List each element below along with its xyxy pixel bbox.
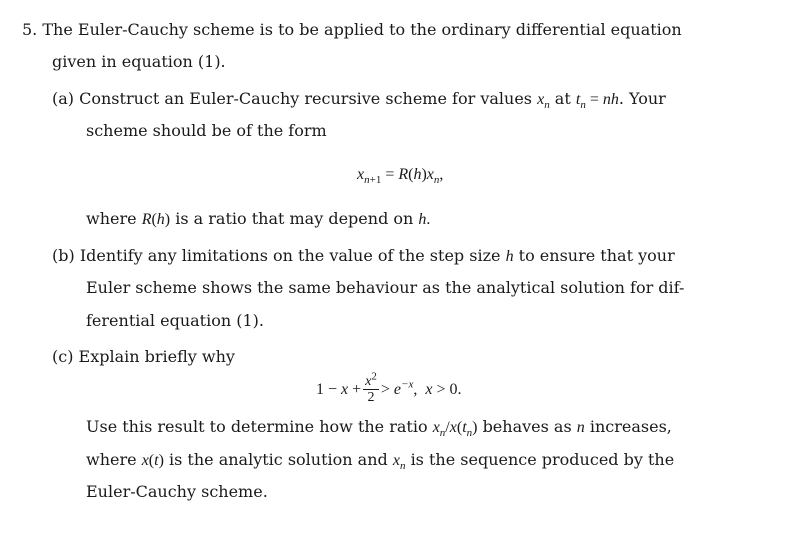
math-n: n — [576, 419, 585, 436]
part-b-line1: (b) Identify any limitations on the value of the step size h to ensure that your — [52, 246, 675, 265]
part-c-where-line: where x(t) is the analytic solution and $x_n$ is the sequence produced by the — [86, 450, 675, 473]
math-xn-seq: $x_n$ — [392, 452, 406, 473]
part-c-last-line: Euler-Cauchy scheme. — [86, 482, 268, 501]
math-h-step: h — [505, 248, 514, 265]
problem-intro-line2: given in equation (1). — [52, 52, 226, 71]
math-xn: $x_n$ — [537, 91, 550, 112]
math-ratio: $x_n/x(t_n)$ — [432, 419, 478, 440]
problem-intro-line1 — [22, 20, 682, 40]
math-xt: x(t) — [141, 452, 164, 469]
part-c-use-line: Use this result to determine how the ratio $x_n/x(t_n)$ behaves as n increases, — [86, 417, 672, 440]
part-b-line2: Euler scheme shows the same behaviour as the analytical solution for dif- — [86, 278, 685, 297]
math-h: h — [418, 211, 427, 228]
problem-number: 5. — [22, 20, 38, 39]
part-a-line1: (a) Construct an Euler-Cauchy recursive scheme for values $x_n$ at $t_n$ = nh. Your — [52, 89, 666, 112]
part-a-line2: scheme should be of the form — [86, 121, 327, 140]
math-tn-eq-nh: $t_n$ = nh — [575, 91, 619, 112]
part-b-line3: ferential equation (1). — [86, 311, 264, 330]
part-c-line1: (c) Explain briefly why — [52, 347, 235, 366]
part-b-label: (b) — [52, 246, 75, 265]
equation-inequality: 1 − x + $\frac{x^2}{2}$ > $e^{-x}$, x > 0. — [316, 370, 462, 405]
part-a-where-line: where R(h) is a ratio that may depend on h. — [86, 209, 431, 228]
part-c-label: (c) — [52, 347, 74, 366]
problem-intro-text: The Euler-Cauchy scheme is to be applied to the ordinary differential equation — [42, 20, 682, 39]
math-Rh: R(h) — [141, 211, 171, 228]
part-a-label: (a) — [52, 89, 75, 108]
equation-recursive-scheme: $x_{n+1} = R(h)x_n$, — [357, 166, 444, 187]
